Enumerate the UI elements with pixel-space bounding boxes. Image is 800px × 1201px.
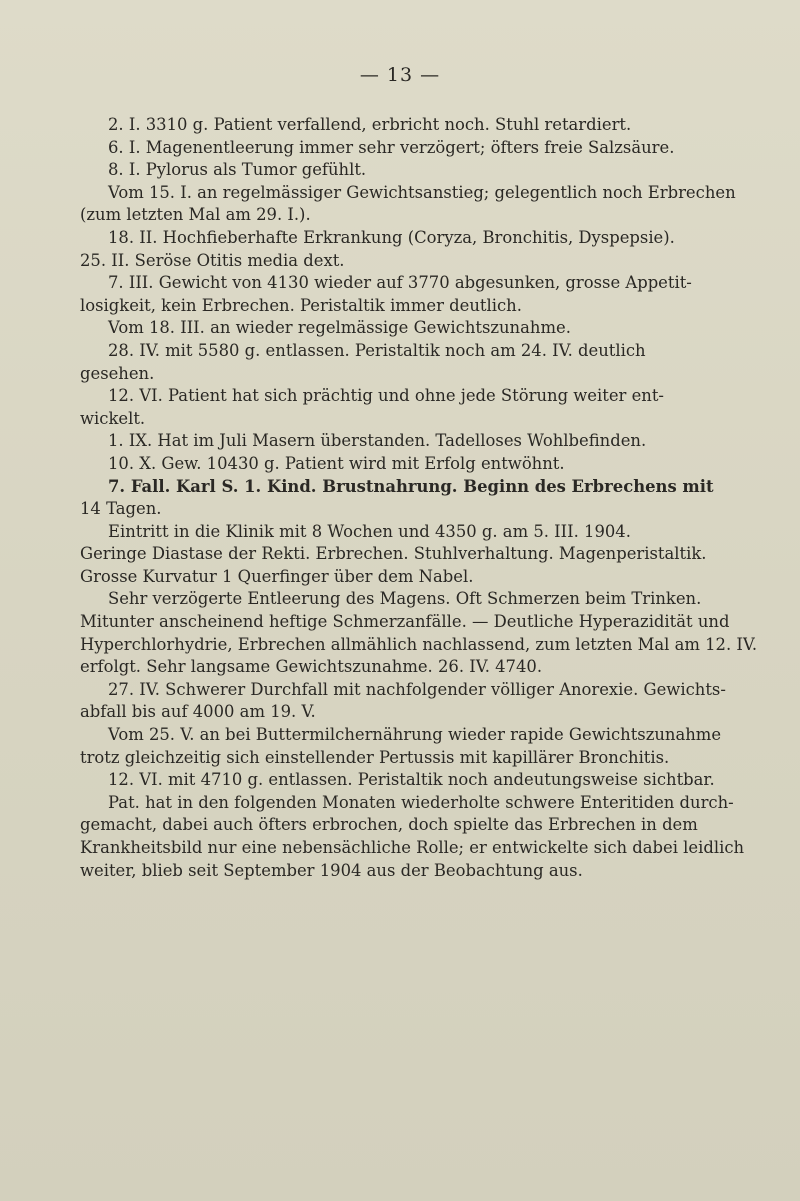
text-line: Vom 25. V. an bei Buttermilchernährung wieder rapide Gewichtszunahme [108,725,722,745]
text-line: 7. III. Gewicht von 4130 wieder auf 3770 abgesunken, grosse Appetit- [108,273,692,293]
page-number: — 13 — [359,64,441,86]
text-line: weiter, blieb seit September 1904 aus der Beobachtung aus. [80,860,583,880]
text-line: 1. IX. Hat im Juli Masern überstanden. Tadelloses Wohlbefinden. [108,431,647,451]
text-line: 8. I. Pylorus als Tumor gefühlt. [108,160,367,180]
text-line: 27. IV. Schwerer Durchfall mit nachfolgender völliger Anorexie. Gewichts- [108,679,726,699]
text-line: Mitunter anscheinend heftige Schmerzanfälle. — Deutliche Hyperazidität und [80,612,730,632]
text-line: 28. IV. mit 5580 g. entlassen. Peristaltik noch am 24. IV. deutlich [108,340,646,360]
text-line: 25. II. Seröse Otitis media dext. [80,250,345,270]
text-line: Grosse Kurvatur 1 Querfinger über dem Nabel. [80,566,474,586]
text-line: gemacht, dabei auch öfters erbrochen, doch spielte das Erbrechen in dem [80,815,698,835]
text-line: (zum letzten Mal am 29. I.). [80,205,311,225]
text-line: Eintritt in die Klinik mit 8 Wochen und 4350 g. am 5. III. 1904. [108,521,631,541]
text-line: Hyperchlorhydrie, Erbrechen allmählich nachlassend, zum letzten Mal am 12. IV. [80,634,758,654]
text-line: 10. X. Gew. 10430 g. Patient wird mit Erfolg entwöhnt. [108,453,565,473]
text-line: erfolgt. Sehr langsame Gewichtszunahme. 26. IV. 4740. [80,657,543,677]
text-line: gesehen. [80,363,155,383]
text-line: Geringe Diastase der Rekti. Erbrechen. Stuhlverhaltung. Magenperistaltik. [80,544,707,564]
text-line: 14 Tagen. [80,499,162,519]
text-line: Sehr verzögerte Entleerung des Magens. Oft Schmerzen beim Trinken. [108,589,702,609]
text-line: losigkeit, kein Erbrechen. Peristaltik immer deutlich. [80,295,522,315]
text-line: trotz gleichzeitig sich einstellender Pertussis mit kapillärer Bronchitis. [80,747,670,767]
text-line: Vom 15. I. an regelmässiger Gewichtsanstieg; gelegentlich noch Erbrechen [108,182,736,202]
text-line: abfall bis auf 4000 am 19. V. [80,702,316,722]
text-line: Vom 18. III. an wieder regelmässige Gewichtszunahme. [108,318,571,338]
document-body [80,114,758,882]
text-line: 2. I. 3310 g. Patient verfallend, erbricht noch. Stuhl retardiert. [108,115,632,134]
text-line: wickelt. [80,408,146,428]
text-line: 12. VI. mit 4710 g. entlassen. Peristaltik noch andeutungsweise sichtbar. [108,770,715,790]
text-line: 12. VI. Patient hat sich prächtig und ohne jede Störung weiter ent- [108,386,664,406]
text-line: 6. I. Magenentleerung immer sehr verzögert; öfters freie Salzsäure. [108,137,675,157]
text-line: Krankheitsbild nur eine nebensächliche Rolle; er entwickelte sich dabei leidlich [80,838,745,857]
text-line: 18. II. Hochfieberhafte Erkrankung (Coryza, Bronchitis, Dyspepsie). [108,227,675,247]
text-line: 7. Fall. Karl S. 1. Kind. Brustnahrung. Beginn des Erbrechens mit [108,476,714,496]
text-line: Pat. hat in den folgenden Monaten wiederholte schwere Enteritiden durch- [108,792,734,812]
